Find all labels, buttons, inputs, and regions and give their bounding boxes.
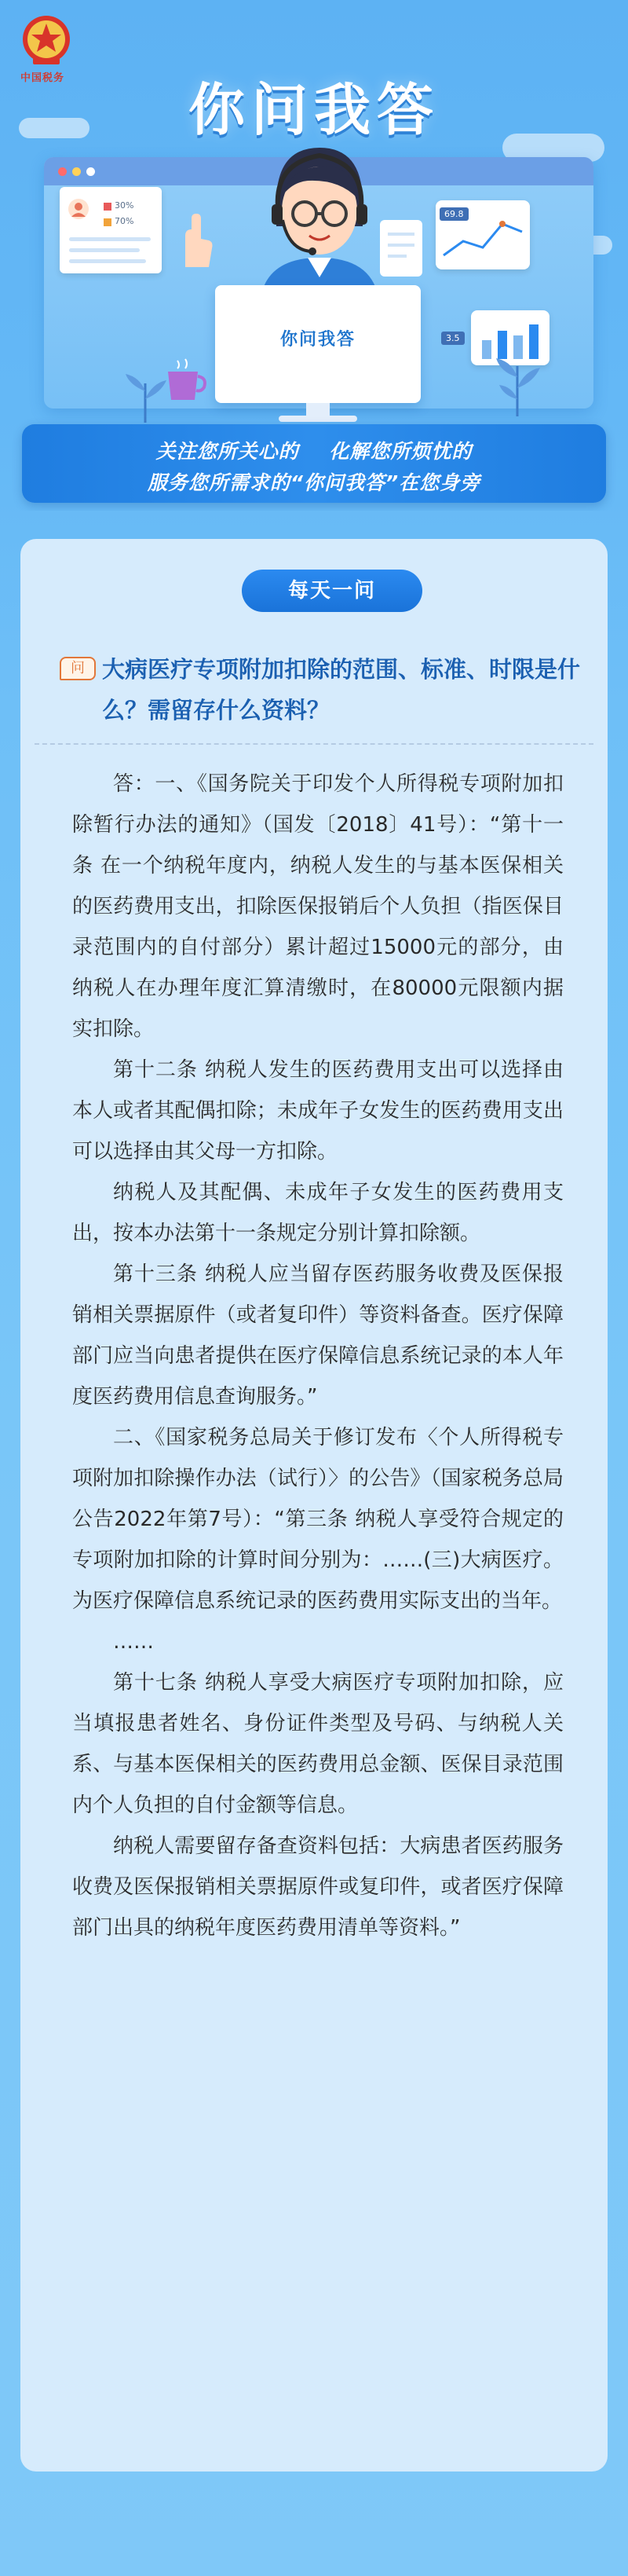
answer-paragraph: 第十三条 纳税人应当留存医药服务收费及医保报销相关票据原件（或者复印件）等资料备查。医疗保障部门应当向患者提供在医疗保障信息系统记录的本人年度医药费用信息查询服务。” xyxy=(72,1262,564,1409)
user-avatar-icon xyxy=(68,198,89,220)
stat-label: 30% xyxy=(115,200,134,211)
answer-paragraph: 二、《国家税务总局关于修订发布〈个人所得税专项附加扣除操作办法（试行）〉的公告》（国家税务总局公告2022年第7号）：“第三条 纳税人享受符合规定的专项附加扣除的计算时间分别为：……(三)大病医疗。为医疗保障信息系统记录的医药费用实际支出的当年。 xyxy=(72,1426,564,1613)
qa-content-card xyxy=(20,539,608,2472)
answer-paragraph: 答：一、《国务院关于印发个人所得税专项附加扣除暂行办法的通知》（国发〔2018〕41号）：“第十一条 在一个纳税年度内，纳税人发生的与基本医保相关的医药费用支出，扣除医保报销后个人负担（指医保目录范围内的自付部分）累计超过15000元的部分，由纳税人在办理年度汇算清缴时，在80000元限额内据实扣除。 xyxy=(72,772,564,1041)
banner-title: 你问我答 xyxy=(188,77,440,143)
text-line xyxy=(69,259,146,263)
section-label: 每天一问 xyxy=(242,570,422,612)
stat-label: 70% xyxy=(115,216,134,226)
monitor-screen xyxy=(215,285,421,403)
value-tag: 69.8 xyxy=(440,207,469,221)
answer-paragraph: 第十二条 纳税人发生的医药费用支出可以选择由本人或者其配偶扣除；未成年子女发生的医药费用支出可以选择由其父母一方扣除。 xyxy=(72,1058,564,1163)
question-text: 大病医疗专项附加扣除的范围、标准、时限是什么？需留存什么资料？ xyxy=(102,656,581,724)
document-scroll-icon xyxy=(372,212,435,283)
slogan-box xyxy=(22,424,606,503)
plant-decoration-icon xyxy=(118,368,173,423)
divider xyxy=(35,743,593,745)
answer-paragraph: 第十七条 纳税人享受大病医疗专项附加扣除，应当填报患者姓名、身份证件类型及号码、与纳税人关系、与基本医保相关的医药费用总金额、医保目录范围内个人负担的自付金额等信息。 xyxy=(72,1671,564,1817)
answer-paragraph: 纳税人需要留存备查资料包括：大病患者医药服务收费及医保报销相关票据原件或复印件，或者医疗保障部门出具的纳税年度医药费用清单等资料。” xyxy=(72,1834,564,1940)
text-line xyxy=(69,248,140,252)
window-dot-icon xyxy=(86,167,95,176)
legend-swatch xyxy=(104,203,111,211)
text-line xyxy=(69,237,151,241)
stats-card xyxy=(60,187,162,273)
window-dot-icon xyxy=(72,167,81,176)
question-badge: 问 xyxy=(60,657,96,680)
window-dot-icon xyxy=(58,167,67,176)
answer-body xyxy=(72,764,564,1948)
monitor-label: 你问我答 xyxy=(279,330,356,350)
brand-text: 中国税务 xyxy=(20,72,65,84)
slogan-line: 关注您所关心的 化解您所烦忧的 xyxy=(155,440,473,463)
legend-swatch xyxy=(104,218,111,226)
header-banner xyxy=(0,0,628,511)
value-tag: 3.5 xyxy=(441,332,465,345)
pointing-hand-icon xyxy=(170,212,217,267)
monitor-base xyxy=(279,416,357,422)
slogan-line: 服务您所需求的“你问我答”在您身旁 xyxy=(147,471,481,494)
answer-paragraph: …… xyxy=(113,1630,154,1654)
answer-paragraph: 纳税人及其配偶、未成年子女发生的医药费用支出，按本办法第十一条规定分别计算扣除额。 xyxy=(72,1181,564,1245)
plant-decoration-icon xyxy=(490,354,545,416)
